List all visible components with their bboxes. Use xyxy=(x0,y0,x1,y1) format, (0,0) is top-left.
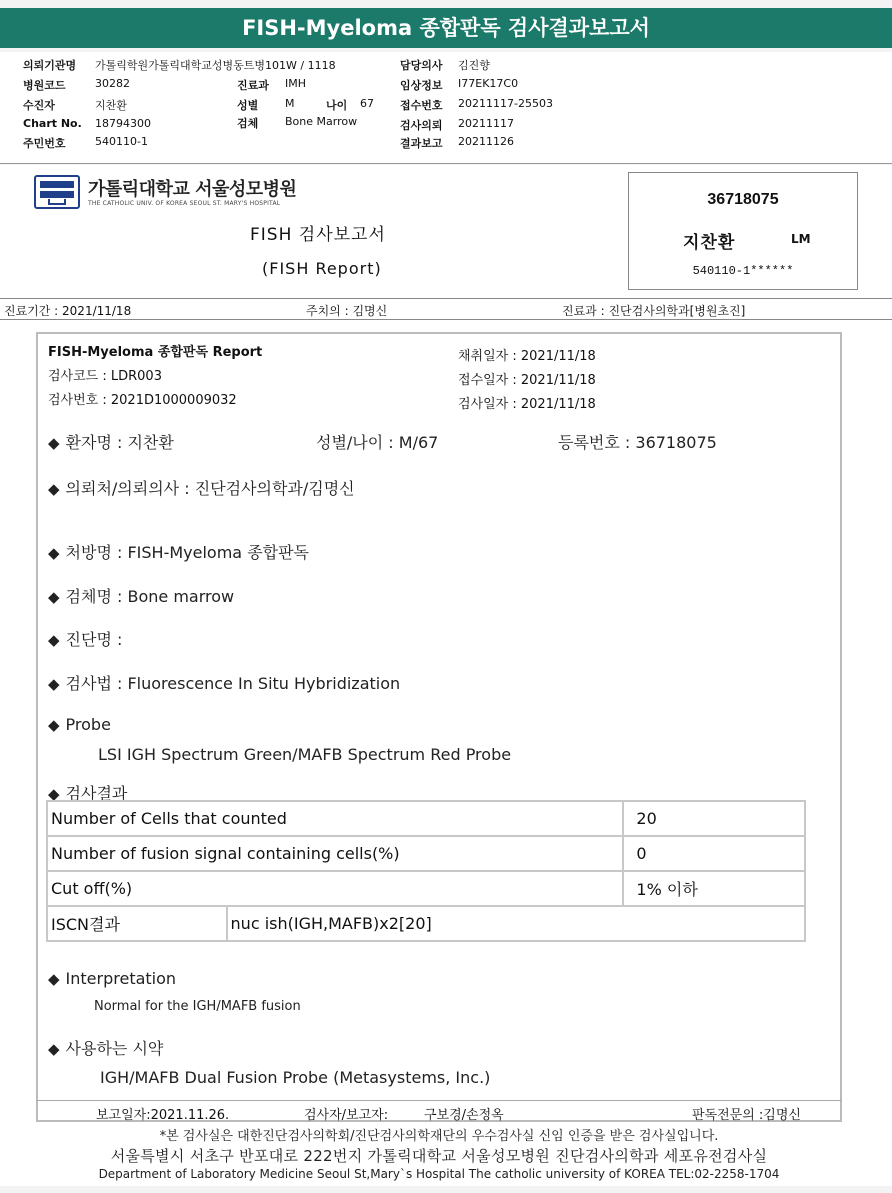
test-code: 검사코드 : LDR003 xyxy=(48,369,162,384)
resident-number: 540110-1****** xyxy=(692,264,794,278)
info-label: 의뢰기관명 xyxy=(23,59,77,72)
attending-doctor: 주치의 : 김명신 xyxy=(306,304,388,318)
iscn-value: nuc ish(IGH,MAFB)x2[20] xyxy=(227,906,805,941)
info-label: Chart No. xyxy=(23,117,82,130)
report-body xyxy=(36,332,842,1122)
diagnosis-line: ◆ 진단명 : xyxy=(48,630,123,649)
department: 진료과 : 진단검사의학과[병원초진] xyxy=(562,304,746,318)
result-label: Number of Cells that counted xyxy=(47,801,623,836)
specialist: 판독전문의 :김명신 xyxy=(692,1108,801,1123)
collection-date: 채취일자 : 2021/11/18 xyxy=(458,349,596,364)
interpretation-heading: ◆ Interpretation xyxy=(48,969,177,988)
table-row xyxy=(47,906,805,941)
tester-label: 검사자/보고자: xyxy=(304,1108,389,1123)
report-header-title: FISH-Myeloma 종합판독 Report xyxy=(48,345,263,360)
referral-line: ◆ 의뢰처/의뢰의사 : 진단검사의학과/김명신 xyxy=(48,479,355,498)
info-label: 임상정보 xyxy=(400,79,443,92)
info-label: 병원코드 xyxy=(23,79,66,92)
info-label: 검체 xyxy=(237,117,259,130)
probe-detail: LSI IGH Spectrum Green/MAFB Spectrum Red Probe xyxy=(98,745,512,764)
registration-number: 36718075 xyxy=(707,191,779,208)
visit-period: 진료기간 : 2021/11/18 xyxy=(4,304,132,318)
registration-line: 등록번호 : 36718075 xyxy=(558,433,717,452)
info-value: 30282 xyxy=(95,77,130,90)
info-value: 김진향 xyxy=(458,59,490,72)
reagent-heading: ◆ 사용하는 시약 xyxy=(48,1039,164,1058)
info-value: 가톨릭학원가톨릭대학교성병동트병101W / 1118 xyxy=(95,59,336,72)
info-label: 주민번호 xyxy=(23,137,66,150)
interpretation-detail: Normal for the IGH/MAFB fusion xyxy=(94,999,301,1014)
patient-name: 지찬환 xyxy=(683,233,736,253)
info-value: 540110-1 xyxy=(95,135,148,148)
report-date: 보고일자:2021.11.26. xyxy=(96,1108,230,1123)
info-label: 수진자 xyxy=(23,99,55,112)
iscn-label: ISCN결과 xyxy=(47,906,227,941)
page-title: FISH-Myeloma 종합판독 검사결과보고서 xyxy=(0,8,892,48)
sex-age: 성별/나이 : M/67 xyxy=(316,433,439,452)
report-title: FISH 검사보고서 xyxy=(250,225,386,245)
info-label: 결과보고 xyxy=(400,137,443,150)
info-value: M xyxy=(285,97,295,110)
result-table xyxy=(46,800,806,942)
result-value: 0 xyxy=(623,836,805,871)
hospital-logo xyxy=(34,175,80,209)
hospital-name: 가톨릭대학교 서울성모병원 xyxy=(88,179,297,200)
info-value: Bone Marrow xyxy=(285,115,358,128)
lab-address-en: Department of Laboratory Medicine Seoul St,Mary`s Hospital The catholic university of KOREA TEL:02-2258-1704 xyxy=(98,1167,780,1181)
table-row xyxy=(47,801,805,836)
info-label: 나이 xyxy=(326,99,348,112)
result-value: 20 xyxy=(623,801,805,836)
report-title-en: (FISH Report) xyxy=(262,259,382,278)
info-value: 67 xyxy=(360,97,374,110)
patient-id-box xyxy=(628,172,858,290)
patient-name-line: ◆ 환자명 : 지찬환 xyxy=(48,433,174,452)
result-label: Cut off(%) xyxy=(47,871,623,906)
signature-row xyxy=(36,1100,842,1122)
info-label: 접수번호 xyxy=(400,99,443,112)
probe-heading: ◆ Probe xyxy=(48,715,111,734)
info-value: 18794300 xyxy=(95,117,151,130)
fish-report xyxy=(0,165,892,1186)
tester-names: 구보경/손정옥 xyxy=(424,1108,504,1123)
info-label: 성별 xyxy=(237,99,259,112)
result-label: Number of fusion signal containing cells(%) xyxy=(47,836,623,871)
specimen-line: ◆ 검체명 : Bone marrow xyxy=(48,587,235,606)
patient-info-panel xyxy=(0,52,892,164)
result-heading: ◆ 검사결과 xyxy=(48,784,128,803)
reagent-detail: IGH/MAFB Dual Fusion Probe (Metasystems, Inc.) xyxy=(100,1068,491,1087)
test-date: 검사일자 : 2021/11/18 xyxy=(458,397,596,412)
hospital-subtitle: THE CATHOLIC UNIV. OF KOREA SEOUL ST. MARY'S HOSPITAL xyxy=(88,200,281,207)
info-label: 담당의사 xyxy=(400,59,443,72)
info-value: 20211126 xyxy=(458,135,514,148)
order-line: ◆ 처방명 : FISH-Myeloma 종합판독 xyxy=(48,543,310,562)
visit-info-row xyxy=(0,298,892,320)
lab-address: 서울특별시 서초구 반포대로 222번지 가톨릭대학교 서울성모병원 진단검사의학과 세포유전검사실 xyxy=(110,1147,768,1165)
info-value: I77EK17C0 xyxy=(458,77,519,90)
table-row xyxy=(47,871,805,906)
receipt-date: 접수일자 : 2021/11/18 xyxy=(458,373,596,388)
patient-tag: LM xyxy=(791,232,811,246)
info-value: IMH xyxy=(285,77,307,90)
info-label: 검사의뢰 xyxy=(400,119,443,132)
test-number: 검사번호 : 2021D1000009032 xyxy=(48,393,237,408)
info-value: 20211117 xyxy=(458,117,514,130)
report-footer xyxy=(36,1123,842,1181)
result-value: 1% 이하 xyxy=(623,871,805,906)
info-label: 진료과 xyxy=(237,79,269,92)
info-value: 20211117-25503 xyxy=(458,97,553,110)
method-line: ◆ 검사법 : Fluorescence In Situ Hybridization xyxy=(48,674,401,693)
accreditation-note: *본 검사실은 대한진단검사의학회/진단검사의학재단의 우수검사실 신임 인증을 받은 검사실입니다. xyxy=(159,1129,719,1144)
table-row xyxy=(47,836,805,871)
info-value: 지찬환 xyxy=(95,99,127,112)
